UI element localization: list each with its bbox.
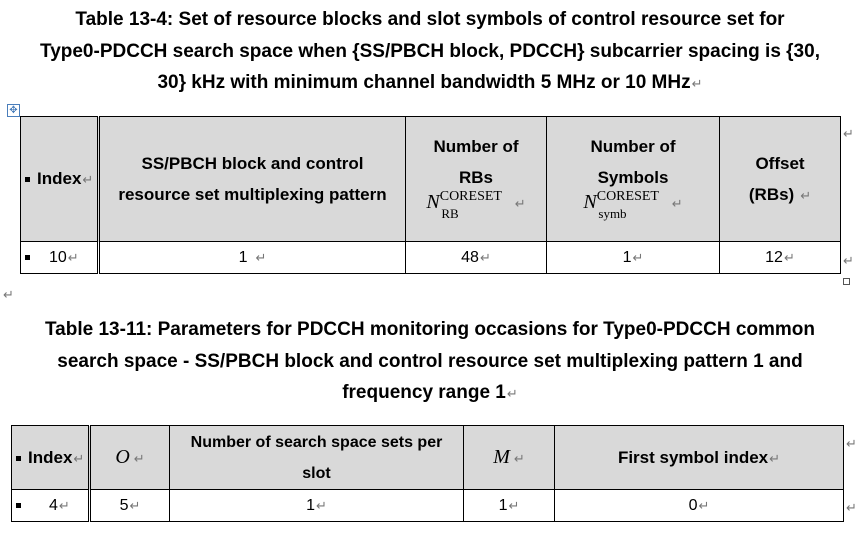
header-offset: Offset (RBs) ↵ — [720, 117, 841, 242]
cell-m: 1↵ — [464, 490, 555, 522]
cell-index: 10↵ — [21, 242, 99, 274]
table1 — [20, 116, 841, 274]
cell-symbols: 1↵ — [547, 242, 720, 274]
bullet-icon — [25, 177, 30, 182]
table1-caption — [0, 4, 860, 100]
table1-caption-line: Type0-PDCCH search space when {SS/PBCH block, PDCCH} subcarrier spacing is {30, — [40, 40, 820, 62]
bullet-icon — [16, 503, 21, 508]
table2-caption-line: search space - SS/PBCH block and control resource set multiplexing pattern 1 and — [57, 350, 803, 372]
table-move-handle-icon[interactable]: ✥ — [7, 104, 20, 117]
table2-caption: Table 13-11: Parameters for PDCCH monitoring occasions for Type0-PDCCH common search space - SS/PBCH block and control resource set multiplexing pattern 1 and frequency range 1↵ — [0, 314, 860, 410]
paragraph-mark: ↵ — [691, 76, 703, 91]
header-multiplexing-pattern: SS/PBCH block and control resource set multiplexing pattern — [99, 117, 406, 242]
cell-index: 4↵ — [12, 490, 90, 522]
row-end-mark: ↵ — [846, 436, 857, 451]
header-o: O ↵ — [90, 426, 170, 490]
table1-caption-line: Table 13-4: Set of resource blocks and slot symbols of control resource set for — [75, 9, 785, 30]
row-end-mark: ↵ — [846, 500, 857, 515]
n-coreset-symb-symbol: NCORESET symb — [583, 189, 659, 221]
row-end-mark: ↵ — [843, 126, 854, 141]
header-number-of-symbols: Number of Symbols NCORESET symb ↵ — [547, 117, 720, 242]
cell-offset: 12↵ — [720, 242, 841, 274]
cell-sets: 1↵ — [170, 490, 464, 522]
bullet-icon — [25, 255, 30, 260]
cell-rbs: 48↵ — [406, 242, 547, 274]
header-index: Index↵ — [12, 426, 90, 490]
table2-caption-line: Table 13-11: Parameters for PDCCH monitoring occasions for Type0-PDCCH common — [44, 319, 816, 340]
bullet-icon — [16, 456, 21, 461]
table-resize-handle[interactable] — [843, 278, 850, 285]
table2-caption-line: frequency range 1 — [342, 382, 506, 403]
header-m: M ↵ — [464, 426, 555, 490]
paragraph-mark: ↵ — [3, 287, 14, 302]
table1-caption-line: 30} kHz with minimum channel bandwidth 5 MHz or 10 MHz — [157, 72, 691, 93]
header-search-space-sets: Number of search space sets per slot — [170, 426, 464, 490]
table2 — [11, 425, 844, 522]
header-first-symbol-index: First symbol index↵ — [555, 426, 844, 490]
row-end-mark: ↵ — [843, 253, 854, 268]
cell-o: 5↵ — [90, 490, 170, 522]
cell-first-symbol: 0↵ — [555, 490, 844, 522]
n-coreset-rb-symbol: NCORESET RB — [426, 189, 502, 221]
cell-pattern: 1 ↵ — [99, 242, 406, 274]
header-number-of-rbs: Number of RBs NCORESET RB ↵ — [406, 117, 547, 242]
header-index: Index↵ — [21, 117, 99, 242]
